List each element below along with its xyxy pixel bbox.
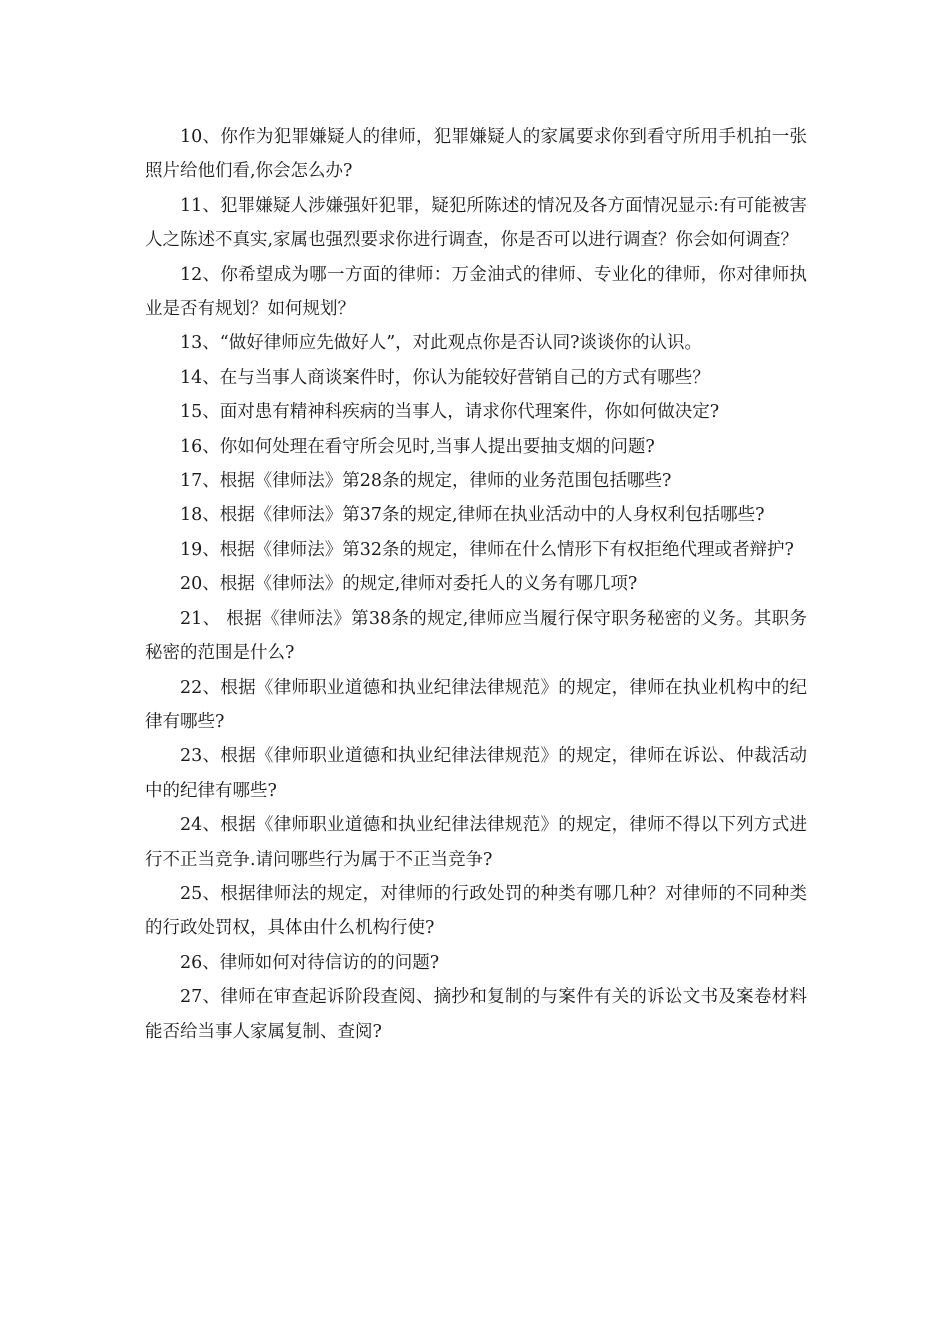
question-18: 18、根据《律师法》第37条的规定,律师在执业活动中的人身权利包括哪些? — [180, 505, 765, 526]
question-list — [145, 120, 807, 1049]
question-20: 20、根据《律师法》的规定,律师对委托人的义务有哪几项? — [180, 574, 638, 595]
question-17: 17、根据《律师法》第28条的规定，律师的业务范围包括哪些? — [180, 471, 672, 492]
question-21: 21、 根据《律师法》第38条的规定,律师应当履行保守职务秘密的义务。其职务秘密的范围是什么? — [145, 608, 807, 664]
question-23: 23、根据《律师职业道德和执业纪律法律规范》的规定，律师在诉讼、仲裁活动中的纪律有哪些? — [145, 746, 807, 801]
question-19: 19、根据《律师法》第32条的规定，律师在什么情形下有权拒绝代理或者辩护? — [180, 539, 794, 560]
question-16: 16、你如何处理在看守所会见时,当事人提出要抽支烟的问题? — [180, 436, 655, 457]
question-22: 22、根据《律师职业道德和执业纪律法律规范》的规定，律师在执业机构中的纪律有哪些? — [145, 677, 807, 732]
question-24: 24、根据《律师职业道德和执业纪律法律规范》的规定，律师不得以下列方式进行不正当竞争.请问哪些行为属于不正当竞争? — [145, 815, 807, 870]
question-25: 25、根据律师法的规定，对律师的行政处罚的种类有哪几种？对律师的不同种类的行政处罚权，具体由什么机构行使? — [145, 883, 807, 939]
question-27: 27、律师在审查起诉阶段查阅、摘抄和复制的与案件有关的诉讼文书及案卷材料能否给当事人家属复制、查阅? — [145, 987, 807, 1042]
question-12: 12、你希望成为哪一方面的律师：万金油式的律师、专业化的律师，你对律师执业是否有规划？如何规划？ — [145, 264, 807, 320]
question-15: 15、面对患有精神科疾病的当事人，请求你代理案件，你如何做决定? — [180, 402, 720, 423]
question-10: 10、你作为犯罪嫌疑人的律师，犯罪嫌疑人的家属要求你到看守所用手机拍一张照片给他们看,你会怎么办? — [145, 127, 807, 182]
question-13: 13、“做好律师应先做好人”，对此观点你是否认同?谈谈你的认识。 — [180, 333, 703, 354]
question-11: 11、犯罪嫌疑人涉嫌强奸犯罪，疑犯所陈述的情况及各方面情况显示:有可能被害人之陈述不真实,家属也强烈要求你进行调查，你是否可以进行调查？你会如何调查？ — [145, 195, 807, 251]
question-26: 26、律师如何对待信访的的问题? — [180, 952, 440, 973]
question-14: 14、在与当事人商谈案件时，你认为能较好营销自己的方式有哪些？ — [180, 367, 710, 388]
